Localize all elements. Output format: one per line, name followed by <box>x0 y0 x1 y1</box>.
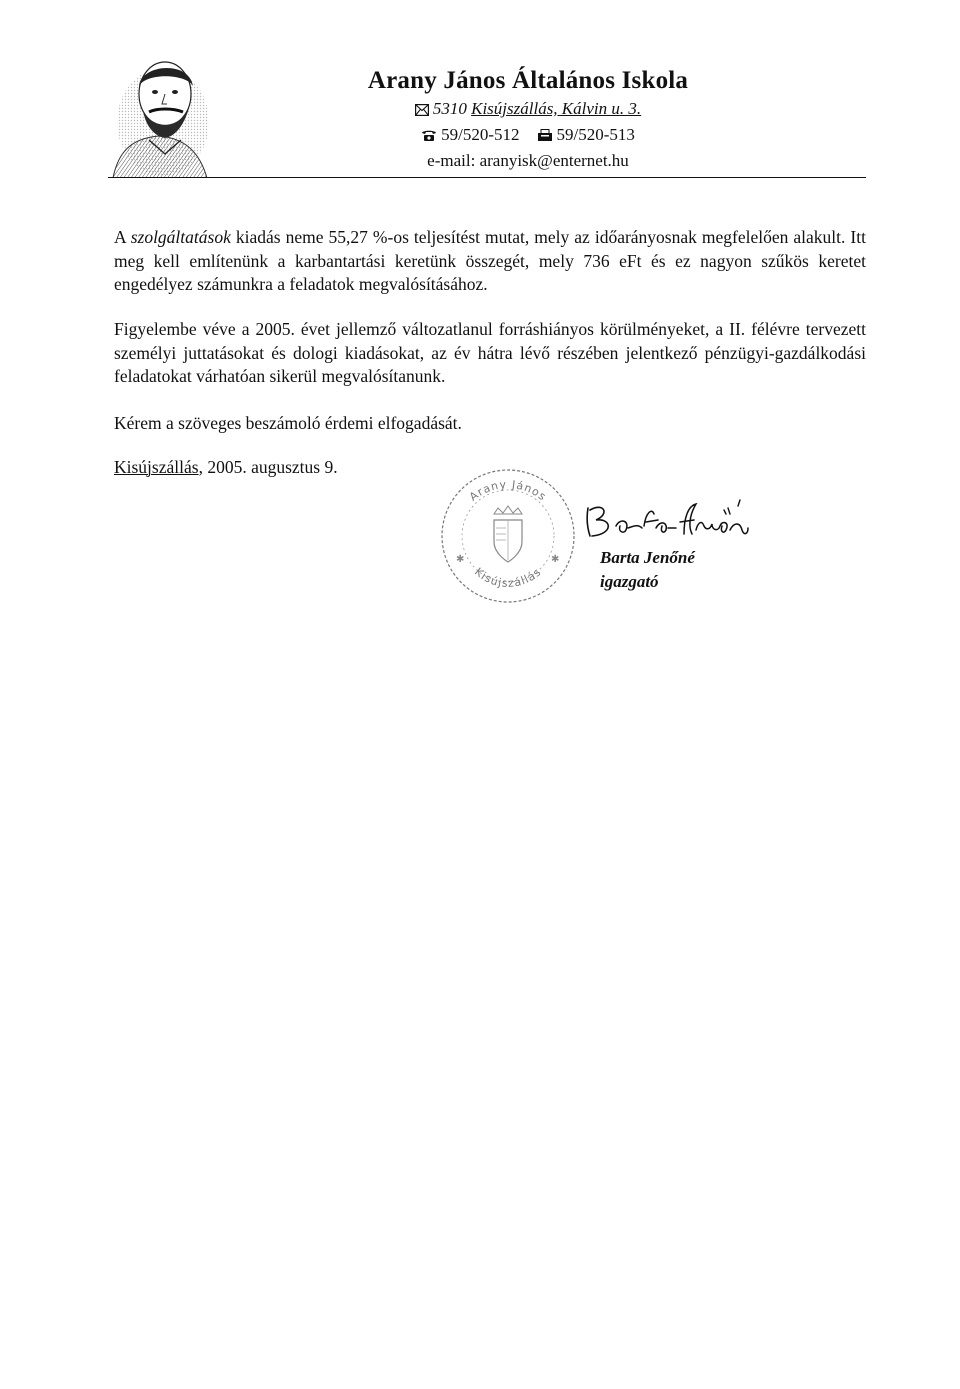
handwritten-signature <box>580 490 770 550</box>
signer-title: igazgató <box>600 572 659 591</box>
stamp-star-right-icon: ✱ <box>551 554 560 565</box>
signature-block <box>600 546 695 594</box>
signer-name: Barta Jenőné <box>600 548 695 567</box>
contact-line <box>318 122 738 148</box>
official-stamp <box>434 462 582 610</box>
stamp-star-left-icon: ✱ <box>456 554 465 565</box>
coat-of-arms-icon <box>494 506 522 562</box>
stamp-top-text: Arany János <box>466 477 550 504</box>
date-rest: , 2005. augusztus 9. <box>198 457 338 477</box>
fax-number: 59/520-513 <box>556 125 635 144</box>
envelope-icon <box>415 104 429 116</box>
svg-text:Arany János <box>467 478 549 504</box>
paragraph-services-rest: kiadás neme 55,27 %-os teljesítést mutat, mely az időarányosnak megfelelően alakult. Itt meg kell említenünk a karbantartási keretünk összegét, mely 736 eFt és ez nagyon szűkös keretet engedélyez számunkra a feladatok megvalósításához. <box>114 227 866 294</box>
paragraph-services-italic: szolgáltatások <box>130 227 231 247</box>
phone-number: 59/520-512 <box>441 125 520 144</box>
fax-icon <box>537 129 553 142</box>
paragraph-request: Kérem a szöveges beszámoló érdemi elfogadását. <box>114 413 462 433</box>
address-zip: 5310 <box>432 99 467 118</box>
address-city-street: Kisújszállás, Kálvin u. 3. <box>471 99 642 118</box>
telephone-icon <box>421 129 437 142</box>
paragraph-services <box>114 226 866 297</box>
school-name: Arany János Általános Iskola <box>367 67 689 94</box>
date-place: Kisújszállás <box>114 457 199 477</box>
email-line: e-mail: aranyisk@enternet.hu <box>427 151 629 170</box>
letterhead <box>318 66 738 174</box>
stamp-bottom-text: Kisújszállás <box>472 565 544 590</box>
address-line <box>318 96 738 122</box>
svg-text:Kisújszállás <box>472 565 544 590</box>
portrait-engraving <box>103 50 211 178</box>
paragraph-services-lead: A <box>114 227 131 247</box>
header-divider <box>108 177 866 178</box>
paragraph-outlook: Figyelembe véve a 2005. évet jellemző változatlanul forráshiányos körülményeket, a II. félévre tervezett személyi juttatásokat és dologi kiadásokat, az év hátra lévő részében jelentkező pénzügyi-gazdálkodási feladatokat várhatóan sikerül megvalósítanunk. <box>114 319 866 386</box>
